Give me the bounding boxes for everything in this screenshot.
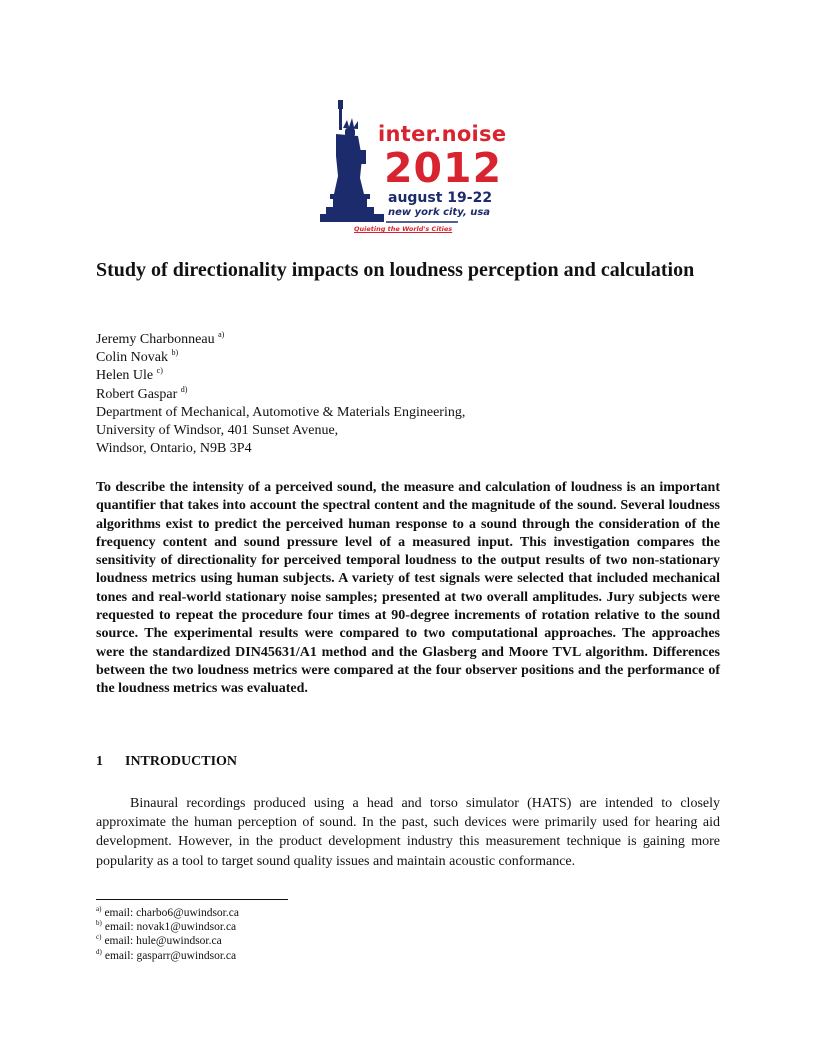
logo-location: new york city, usa (388, 207, 491, 218)
section-heading (96, 754, 237, 770)
logo-name: inter.noise (378, 122, 507, 146)
author: Jeremy Charbonneau $^{a)}$ (96, 330, 225, 347)
logo-year: 2012 (384, 144, 503, 192)
author: Colin Novak $^{b)}$ (96, 348, 179, 366)
footnote: $^{d)}$ email: gasparr@uwindsor.ca (96, 947, 237, 962)
footnotes (96, 906, 239, 963)
author: Helen Ule $^{c)}$ (96, 366, 163, 384)
section-number: 1 (96, 754, 103, 769)
affiliation-line: Department of Mechanical, Automotive & Materials Engineering, (96, 404, 466, 420)
logo-tagline: Quieting the World's Cities (354, 225, 453, 233)
footnote: $^{b)}$ email: novak1@uwindsor.ca (96, 919, 237, 934)
author: Robert Gaspar $^{d)}$ (96, 384, 188, 402)
author-block (96, 331, 720, 458)
section-title: INTRODUCTION (125, 754, 238, 769)
abstract: To describe the intensity of a perceived sound, the measure and calculation of loudness is an important quantifier that takes into account the spectral content and the magnitude of the sound. Several loudness algorithms exist to predict the perceived human response to a sound through the consideration of the frequency content and sound pressure level of a measured input. This investigation compares the sensitivity of directionality for perceived temporal loudness to the output results of two non-stationary loudness metrics using human subjects. A variety of test signals were selected that included mechanical tones and real-world stationary noise samples; presented at two overall amplitudes. Jury subjects were requested to repeat the procedure four times at 90-degree increments of rotation relative to the sound source. The experimental results were compared to two computational approaches. The approaches were the standardized DIN45631/A1 method and the Glasberg and Moore TVL algorithm. Differences between the two loudness metrics were compared at the four observer positions and the performance of the loudness metrics was evaluated. (96, 480, 720, 697)
affiliation-line: Windsor, Ontario, N9B 3P4 (96, 441, 252, 457)
paper-title: Study of directionality impacts on loudness perception and calculation (96, 259, 695, 281)
intro-paragraph: Binaural recordings produced using a head and torso simulator (HATS) are intended to closely approximate the human perception of sound. In the past, such devices were primarily used for hearing aid development. However, in the product development industry this measurement technique is gaining more popularity as a tool to target sound quality issues and maintain acoustic conformance. (96, 796, 720, 869)
footnote: $^{c)}$ email: hule@uwindsor.ca (96, 933, 222, 948)
logo-dates: august 19-22 (388, 190, 493, 206)
footnote: $^{a)}$ email: charbo6@uwindsor.ca (96, 905, 239, 919)
footnote-divider (96, 899, 288, 900)
affiliation-line: University of Windsor, 401 Sunset Avenue, (96, 423, 339, 439)
conference-logo (318, 98, 507, 240)
